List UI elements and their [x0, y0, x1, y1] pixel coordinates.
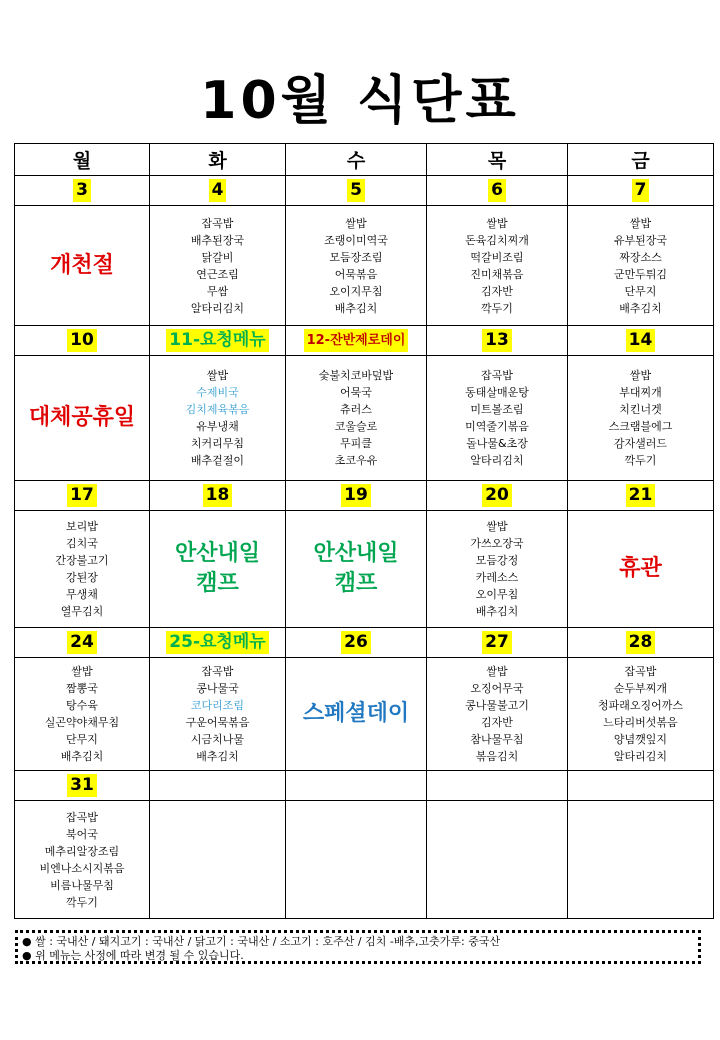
menu-row	[15, 658, 714, 771]
notes-box	[15, 930, 701, 964]
menu-cell	[286, 356, 427, 481]
date-cell	[286, 771, 427, 801]
date-row	[15, 481, 714, 511]
menu-item: 유부된장국	[613, 233, 668, 247]
menu-item: 가쓰오장국	[470, 537, 524, 550]
date-row	[15, 176, 714, 206]
menu-item: 동태살매운탕	[465, 386, 529, 399]
note-line: ● 위 메뉴는 사정에 따라 변경 될 수 있습니다.	[22, 949, 244, 962]
menu-item: 청파래오징어까스	[597, 699, 683, 712]
menu-item: 유부냉채	[196, 420, 239, 433]
date-cell	[286, 176, 427, 206]
menu-item: 구운어묵볶음	[185, 716, 250, 729]
menu-item: 콩나물국	[196, 682, 239, 695]
menu-item: 숯불치코바덮밥	[318, 369, 394, 382]
menu-item: 순두부찌개	[613, 682, 668, 695]
weekday-header: 금	[568, 144, 714, 176]
menu-item: 부대찌개	[619, 386, 662, 399]
menu-item: 배추김치	[196, 750, 239, 763]
date-cell	[568, 176, 714, 206]
date-label: 11-요청메뉴	[166, 329, 268, 352]
menu-cell	[150, 801, 286, 919]
menu-item: 김치국	[66, 537, 98, 550]
menu-item: 참나물무침	[470, 733, 524, 746]
special-day-label: 안산내일 캠프	[174, 541, 260, 596]
menu-item: 연근조림	[196, 267, 239, 281]
menu-cell	[150, 356, 286, 481]
date-label: 24	[67, 631, 97, 654]
date-label: 27	[482, 631, 512, 654]
menu-item: 깍두기	[481, 301, 513, 315]
menu-item: 쌀밥	[486, 665, 508, 678]
menu-item: 어묵국	[340, 386, 372, 399]
special-day-label: 안산내일 캠프	[313, 541, 399, 596]
date-cell	[427, 628, 568, 658]
menu-cell	[15, 658, 150, 771]
menu-item: 코울슬로	[334, 420, 378, 433]
date-cell	[15, 628, 150, 658]
date-cell	[427, 326, 568, 356]
menu-item: 무생채	[66, 588, 98, 601]
menu-cell	[427, 511, 568, 628]
menu-cell	[427, 801, 568, 919]
date-cell	[150, 481, 286, 511]
special-day-label: 대체공휴일	[28, 405, 136, 430]
menu-item: 열무김치	[60, 605, 104, 618]
menu-item: 떡갈비조림	[470, 250, 524, 264]
menu-item: 닭갈비	[201, 250, 234, 264]
menu-item: 간장불고기	[55, 554, 109, 567]
menu-item: 어묵볶음	[334, 267, 378, 281]
menu-cell	[427, 206, 568, 326]
date-cell	[150, 176, 286, 206]
menu-cell	[15, 801, 150, 919]
menu-item: 오징어무국	[470, 682, 524, 695]
date-cell	[286, 481, 427, 511]
menu-item: 쌀밥	[486, 520, 508, 533]
menu-item: 치커리무침	[190, 437, 245, 450]
weekday-header: 목	[427, 144, 568, 176]
menu-row	[15, 801, 714, 919]
menu-cell	[286, 206, 427, 326]
date-cell	[15, 771, 150, 801]
menu-item: 배추겉절이	[190, 454, 245, 467]
menu-cell	[286, 511, 427, 628]
date-label: 7	[632, 179, 650, 202]
date-cell	[286, 326, 427, 356]
menu-cell	[568, 801, 714, 919]
date-cell	[15, 176, 150, 206]
date-cell	[427, 771, 568, 801]
menu-item: 실곤약야채무침	[44, 716, 120, 729]
menu-item: 카레소스	[475, 571, 519, 584]
menu-item: 치킨너겟	[619, 403, 662, 416]
special-day-label: 휴관	[619, 556, 662, 581]
date-row	[15, 771, 714, 801]
menu-row	[15, 356, 714, 481]
menu-cell	[568, 356, 714, 481]
date-cell	[150, 326, 286, 356]
date-cell	[568, 326, 714, 356]
menu-item: 잡곡밥	[201, 216, 234, 230]
menu-item: 단무지	[66, 733, 98, 746]
date-label: 10	[67, 329, 97, 352]
menu-item: 깍두기	[66, 895, 98, 909]
date-row	[15, 628, 714, 658]
menu-item: 잡곡밥	[481, 369, 513, 382]
date-cell	[15, 326, 150, 356]
date-label: 17	[67, 484, 97, 507]
menu-cell	[15, 356, 150, 481]
menu-item: 미역줄기볶음	[465, 420, 529, 433]
menu-cell	[286, 658, 427, 771]
menu-cell	[427, 356, 568, 481]
date-label: 6	[488, 179, 506, 202]
date-label: 19	[341, 484, 371, 507]
menu-item: 알타리김치	[613, 750, 668, 763]
date-label: 4	[209, 179, 227, 202]
menu-item: 무쌈	[206, 284, 229, 298]
date-cell	[568, 771, 714, 801]
date-cell	[427, 481, 568, 511]
menu-item: 깍두기	[624, 454, 657, 467]
date-cell	[150, 771, 286, 801]
menu-item: 볶음김치	[475, 750, 519, 763]
date-row	[15, 326, 714, 356]
menu-cell	[427, 658, 568, 771]
date-label: 28	[626, 631, 656, 654]
menu-item: 스크램블에그	[608, 420, 673, 433]
menu-item: 츄러스	[340, 403, 372, 416]
menu-item: 오이지무침	[329, 284, 383, 298]
date-cell	[150, 628, 286, 658]
date-cell	[427, 176, 568, 206]
date-label: 18	[203, 484, 233, 507]
menu-item: 무피클	[340, 437, 372, 450]
menu-item: 알타리김치	[470, 454, 524, 467]
menu-item: 보리밥	[66, 520, 98, 533]
date-label: 3	[73, 179, 91, 202]
menu-table	[14, 143, 714, 919]
menu-item: 미트볼조림	[470, 403, 524, 416]
menu-item: 돌나물&초장	[466, 437, 528, 450]
menu-item: 쌀밥	[71, 665, 93, 678]
menu-item: 배추김치	[334, 301, 378, 315]
menu-item: 모듬장조림	[329, 250, 383, 264]
date-label: 26	[341, 631, 371, 654]
menu-item: 수제비국	[196, 386, 239, 399]
date-cell	[568, 481, 714, 511]
weekday-header-row	[15, 144, 714, 176]
menu-item: 코다리조림	[190, 699, 245, 712]
date-cell	[286, 628, 427, 658]
menu-item: 탕수육	[66, 699, 98, 712]
menu-item: 잡곡밥	[624, 665, 657, 678]
menu-item: 양념깻잎지	[613, 733, 668, 746]
date-label: 20	[482, 484, 512, 507]
menu-item: 김자반	[481, 284, 513, 298]
menu-item: 쌀밥	[629, 216, 652, 230]
menu-item: 오이무침	[475, 588, 519, 601]
menu-item: 비엔나소시지볶음	[39, 861, 125, 875]
menu-cell	[568, 658, 714, 771]
menu-cell	[286, 801, 427, 919]
menu-item: 모듬강정	[475, 554, 519, 567]
menu-item: 배추김치	[619, 301, 662, 315]
menu-item: 잡곡밥	[66, 810, 98, 824]
weekday-header: 수	[286, 144, 427, 176]
menu-item: 초코우유	[334, 454, 378, 467]
menu-item: 비름나물무침	[50, 878, 114, 892]
menu-item: 진미채볶음	[470, 267, 524, 281]
menu-item: 배추김치	[475, 605, 519, 618]
menu-item: 메추리알장조림	[44, 844, 120, 858]
menu-row	[15, 511, 714, 628]
menu-item: 강된장	[66, 571, 98, 584]
menu-row	[15, 206, 714, 326]
menu-cell	[568, 511, 714, 628]
special-day-label: 개천절	[50, 252, 114, 278]
date-label: 5	[347, 179, 365, 202]
date-label: 12-잔반제로데이	[304, 329, 409, 352]
menu-item: 김치제육볶음	[185, 403, 250, 416]
weekday-header: 화	[150, 144, 286, 176]
menu-item: 시금치나물	[190, 733, 245, 746]
menu-item: 북어국	[66, 827, 98, 841]
menu-item: 콩나물불고기	[465, 699, 529, 712]
menu-cell	[150, 511, 286, 628]
note-line: ● 쌀 : 국내산 / 돼지고기 : 국내산 / 닭고기 : 국내산 / 소고기 : 호주산 / 김치 -배추,고춧가루: 중국산	[22, 935, 501, 948]
menu-item: 짜장소스	[619, 250, 662, 264]
date-label: 31	[67, 774, 97, 797]
menu-item: 짬뽕국	[66, 682, 98, 695]
menu-item: 배추김치	[60, 750, 104, 763]
menu-cell	[150, 658, 286, 771]
special-day-label: 스페셜데이	[302, 701, 410, 726]
menu-item: 쌀밥	[206, 369, 229, 382]
menu-item: 감자샐러드	[613, 437, 668, 450]
date-cell	[15, 481, 150, 511]
date-cell	[568, 628, 714, 658]
date-label: 25-요청메뉴	[166, 631, 268, 654]
date-label: 13	[482, 329, 512, 352]
menu-item: 느타리버섯볶음	[603, 716, 678, 729]
menu-item: 쌀밥	[629, 369, 652, 382]
menu-item: 돈육김치찌개	[465, 233, 529, 247]
menu-item: 쌀밥	[486, 216, 508, 230]
menu-item: 군만두튀김	[613, 267, 668, 281]
menu-item: 잡곡밥	[201, 665, 234, 678]
date-label: 14	[626, 329, 656, 352]
weekday-header: 월	[15, 144, 150, 176]
menu-item: 배추된장국	[190, 233, 245, 247]
date-label: 21	[626, 484, 656, 507]
menu-cell	[150, 206, 286, 326]
menu-item: 단무지	[624, 284, 657, 298]
menu-cell	[568, 206, 714, 326]
menu-item: 조랭이미역국	[324, 233, 388, 247]
menu-item: 쌀밥	[345, 216, 367, 230]
menu-item: 알타리김치	[190, 301, 245, 315]
page-title: 10월 식단표	[200, 71, 520, 131]
menu-item: 김자반	[481, 716, 513, 729]
menu-cell	[15, 511, 150, 628]
menu-cell	[15, 206, 150, 326]
